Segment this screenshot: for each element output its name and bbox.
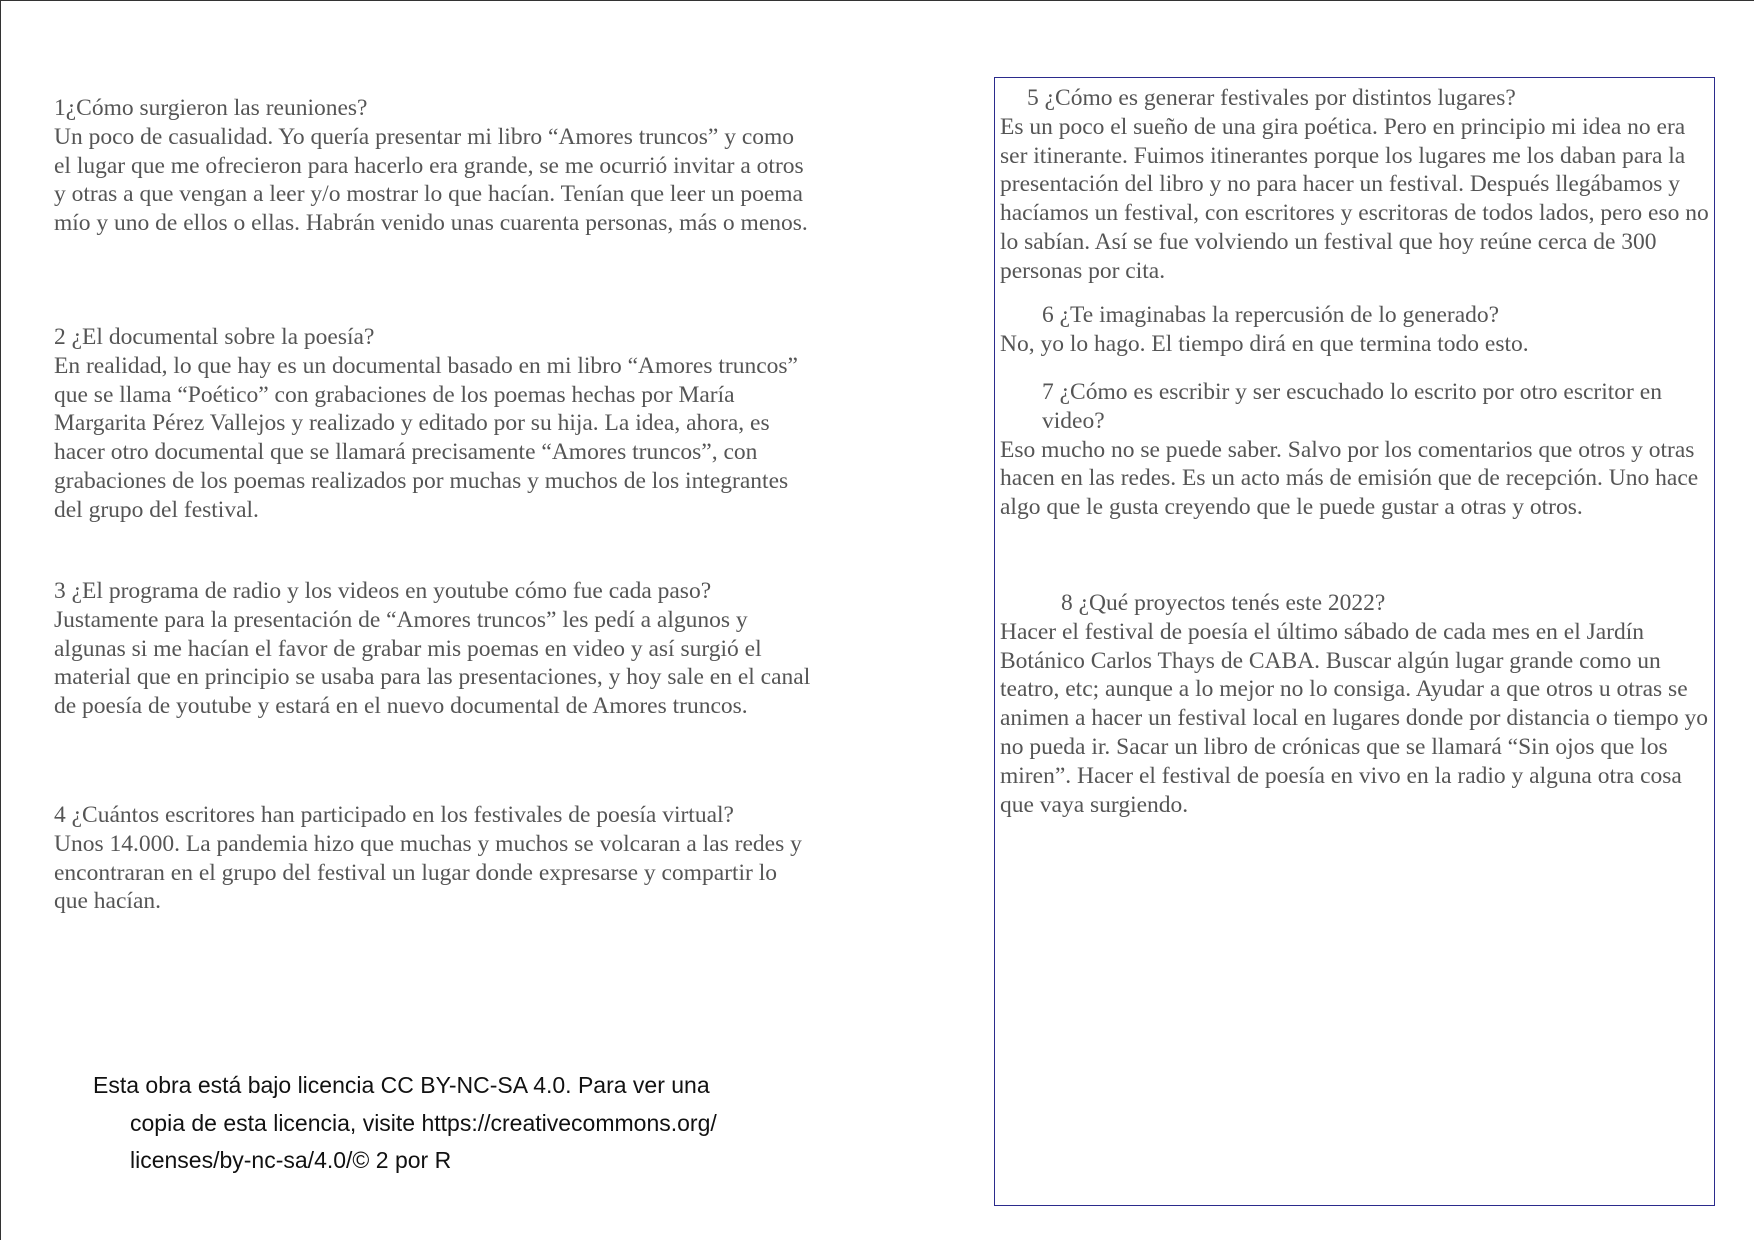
question-3: 3 ¿El programa de radio y los videos en youtube cómo fue cada paso? (54, 578, 712, 604)
answer-6: No, yo lo hago. El tiempo dirá en que termina todo esto. (1000, 330, 1529, 357)
license-line-3: licenses/by-nc-sa/4.0/© 2 por R (130, 1147, 452, 1173)
interview-item-6 (1000, 301, 1712, 359)
answer-3: Justamente para la presentación de “Amores truncos” les pedí a algunos y algunas si me hacían el favor de grabar mis poemas en video y así surgió el material que en principio se usaba para las presentaciones, y hoy sale en el canal de poesía de youtube y estará en el nuevo documental de Amores truncos. (54, 606, 811, 720)
license-line-2: copia de esta licencia, visite https://creativecommons.org/ (130, 1109, 717, 1136)
answer-2: En realidad, lo que hay es un documental basado en mi libro “Amores truncos” que se llama “Poético” con grabaciones de los poemas hechas por María Margarita Pérez Vallejos y realizado y editado por su hija. La idea, ahora, es hacer otro documental que se llamará precisamente “Amores truncos”, con grabaciones de los poemas realizados por muchas y muchos de los integrantes del grupo del festival. (54, 352, 798, 523)
answer-1: Un poco de casualidad. Yo quería presentar mi libro “Amores truncos” y como el lugar que me ofrecieron para hacerlo era grande, se me ocurrió invitar a otros y otras a que vengan a leer y/o mostrar lo que hacían. Tenían que leer un poema mío y uno de ellos o ellas. Habrán venido unas cuarenta personas, más o menos. (54, 123, 808, 237)
right-column-frame (994, 77, 1715, 1206)
question-4: 4 ¿Cuántos escritores han participado en los festivales de poesía virtual? (54, 802, 734, 828)
question-7: 7 ¿Cómo es escribir y ser escuchado lo escrito por otro escritor en video? (1042, 379, 1662, 434)
interview-item-7 (1000, 378, 1712, 522)
license-line-1: Esta obra está bajo licencia CC BY-NC-SA 4.0. Para ver una (93, 1072, 710, 1098)
interview-item-4 (54, 801, 814, 916)
answer-5: Es un poco el sueño de una gira poética. Pero en principio mi idea no era ser itinerante. Fuimos itinerantes porque los lugares me los daban para la presentación del libro y no para hacer un festival. Después llegábamos y hacíamos un festival, con escritores y escritoras de todos lados, pero eso no lo sabían. Así se fue volviendo un festival que hoy reúne cerca de 300 personas por cita. (1000, 113, 1709, 284)
question-5: 5 ¿Cómo es generar festivales por distintos lugares? (1027, 85, 1516, 111)
interview-item-1 (54, 94, 814, 238)
question-2: 2 ¿El documental sobre la poesía? (54, 324, 375, 350)
interview-item-2 (54, 323, 814, 525)
interview-item-8 (1000, 589, 1712, 819)
question-8: 8 ¿Qué proyectos tenés este 2022? (1061, 590, 1386, 616)
answer-4: Unos 14.000. La pandemia hizo que muchas y muchos se volcaran a las redes y encontraran en el grupo del festival un lugar donde expresarse y compartir lo que hacían. (54, 830, 802, 915)
question-6: 6 ¿Te imaginabas la repercusión de lo generado? (1042, 302, 1500, 328)
answer-8: Hacer el festival de poesía el último sábado de cada mes en el Jardín Botánico Carlos Thays de CABA. Buscar algún lugar grande como un teatro, etc; aunque a lo mejor no lo consiga. Ayudar a que otros u otras se animen a hacer un festival local en lugares donde por distancia o tiempo yo no pueda ir. Sacar un libro de crónicas que se llamará “Sin ojos que los miren”. Hacer el festival de poesía en vivo en la radio y alguna otra cosa que vaya surgiendo. (1000, 618, 1709, 818)
interview-item-3 (54, 577, 814, 721)
question-1: 1¿Cómo surgieron las reuniones? (54, 95, 368, 121)
license-notice (93, 1067, 793, 1180)
document-page (1, 1, 1754, 1241)
interview-item-5 (1000, 84, 1712, 286)
answer-7: Eso mucho no se puede saber. Salvo por los comentarios que otros y otras hacen en las redes. Es un acto más de emisión que de recepción. Uno hace algo que le gusta creyendo que le puede gustar a otras y otros. (1000, 436, 1699, 521)
